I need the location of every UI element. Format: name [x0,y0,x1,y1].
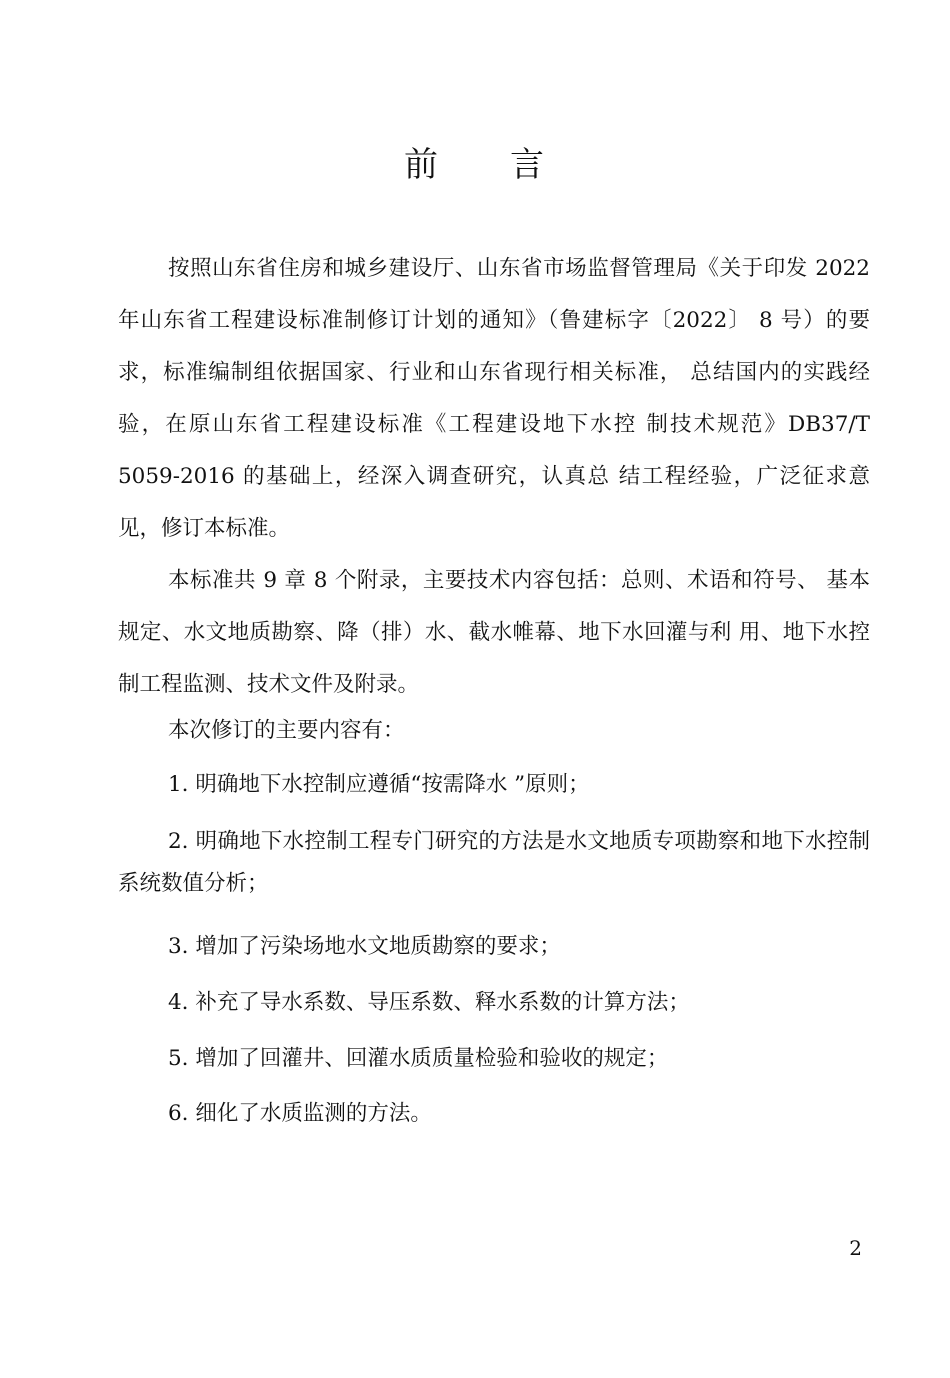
revision-item-1: 1. 明确地下水控制应遵循“按需降水 ”原则； [168,772,590,797]
revision-item-6: 6. 细化了水质监测的方法。 [168,1101,432,1126]
page-number: 2 [849,1236,862,1260]
paragraph-revision-intro: 本次修订的主要内容有： [168,718,405,743]
page-title [0,140,950,190]
revision-item-3: 3. 增加了污染场地水文地质勘察的要求； [168,934,561,959]
revision-item-4: 4. 补充了导水系数、导压系数、释水系数的计算方法； [168,990,690,1015]
revision-item-2: 2. 明确地下水控制工程专门研究的方法是水文地质专项勘察和地下水控制系统数值分析； [118,829,870,896]
paragraph-contents: 本标准共 9 章 8 个附录，主要技术内容包括：总则、术语和符号、 基本规定、水文地质勘察、降（排）水、截水帷幕、地下水回灌与利 用、地下水控制工程监测、技术文件及附录。 [118,568,870,697]
paragraph-background: 按照山东省住房和城乡建设厅、山东省市场监督管理局《关于印发 2022 年山东省工程建设标准制修订计划的通知》（鲁建标字〔2022〕 8 号）的要求，标准编制组依据国家、行业和山东省现行相关标准， 总结国内的实践经验，在原山东省工程建设标准《工程建设地下水控 制技术规范》DB37/T 5059-2016 的基础上，经深入调查研究，认真总 结工程经验，广泛征求意见，修订本标准。 [118,256,870,541]
revision-item-5: 5. 增加了回灌井、回灌水质质量检验和验收的规定； [168,1046,669,1071]
title-char-1: 前 [404,145,440,185]
title-char-2: 言 [510,145,546,185]
